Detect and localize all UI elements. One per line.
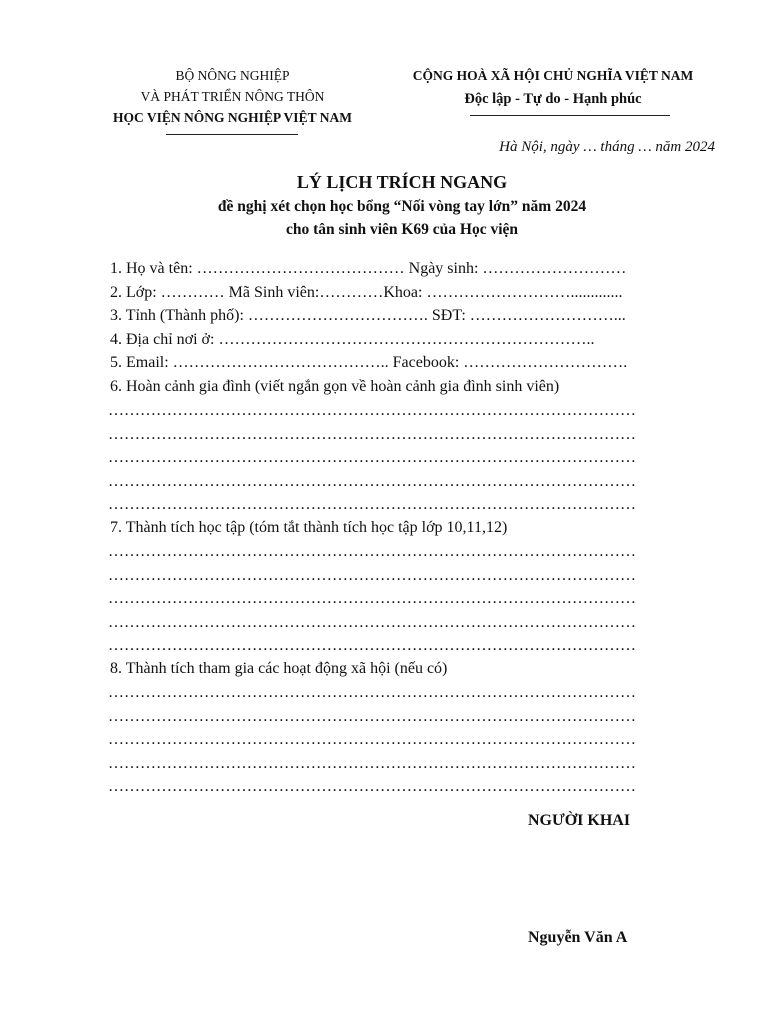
field-province-phone: 3. Tỉnh (Thành phố): ……………………………. SĐT: ………………………... bbox=[110, 307, 626, 324]
field-class-student-id-faculty: 2. Lớp: ………… Mã Sinh viên:…………Khoa: ………………………............. bbox=[110, 284, 623, 301]
dotted-line: ……………………………………………………………………………………… bbox=[108, 614, 636, 631]
institution-underline bbox=[166, 134, 298, 135]
country-motto-slogan: Độc lập - Tự do - Hạnh phúc bbox=[464, 91, 642, 107]
document-subtitle-1: đề nghị xét chọn học bổng “Nối vòng tay lớn” năm 2024 bbox=[217, 198, 587, 215]
dotted-line: ……………………………………………………………………………………… bbox=[108, 496, 636, 513]
document-subtitle-2: cho tân sinh viên K69 của Học viện bbox=[285, 221, 519, 238]
dotted-line: ……………………………………………………………………………………… bbox=[108, 590, 636, 607]
dotted-line: ……………………………………………………………………………………… bbox=[108, 708, 636, 725]
ministry-name-line2: VÀ PHÁT TRIỂN NÔNG THÔN bbox=[140, 89, 325, 104]
section-academic-heading: 7. Thành tích học tập (tóm tắt thành tích học tập lớp 10,11,12) bbox=[110, 519, 508, 536]
dotted-line: ……………………………………………………………………………………… bbox=[108, 731, 636, 748]
place-date-line: Hà Nội, ngày … tháng … năm 2024 bbox=[499, 139, 715, 155]
section-social-heading: 8. Thành tích tham gia các hoạt động xã hội (nếu có) bbox=[110, 660, 448, 677]
dotted-line: ……………………………………………………………………………………… bbox=[108, 567, 636, 584]
slogan-underline bbox=[470, 115, 670, 116]
dotted-line: ……………………………………………………………………………………… bbox=[108, 778, 636, 795]
field-address: 4. Địa chỉ nơi ở: …………………………………………………………….. bbox=[110, 331, 595, 348]
dotted-line: ……………………………………………………………………………………… bbox=[108, 426, 636, 443]
signer-name: Nguyễn Văn A bbox=[528, 929, 628, 946]
field-full-name-dob: 1. Họ và tên: ………………………………… Ngày sinh: ……………………… bbox=[110, 260, 627, 277]
document-title: LÝ LỊCH TRÍCH NGANG bbox=[296, 172, 508, 192]
field-email-facebook: 5. Email: ………………………………….. Facebook: …………………………. bbox=[110, 354, 628, 371]
ministry-name-line1: BỘ NÔNG NGHIỆP bbox=[175, 68, 290, 83]
dotted-line: ……………………………………………………………………………………… bbox=[108, 402, 636, 419]
dotted-line: ……………………………………………………………………………………… bbox=[108, 637, 636, 654]
dotted-line: ……………………………………………………………………………………… bbox=[108, 449, 636, 466]
institution-name: HỌC VIỆN NÔNG NGHIỆP VIỆT NAM bbox=[113, 110, 352, 125]
country-motto-title: CỘNG HOÀ XÃ HỘI CHỦ NGHĨA VIỆT NAM bbox=[412, 68, 694, 83]
dotted-line: ……………………………………………………………………………………… bbox=[108, 543, 636, 560]
dotted-line: ……………………………………………………………………………………… bbox=[108, 684, 636, 701]
signature-label: NGƯỜI KHAI bbox=[528, 812, 631, 829]
dotted-line: ……………………………………………………………………………………… bbox=[108, 473, 636, 490]
section-family-heading: 6. Hoàn cảnh gia đình (viết ngắn gọn về hoàn cảnh gia đình sinh viên) bbox=[110, 378, 560, 395]
dotted-line: ……………………………………………………………………………………… bbox=[108, 755, 636, 772]
